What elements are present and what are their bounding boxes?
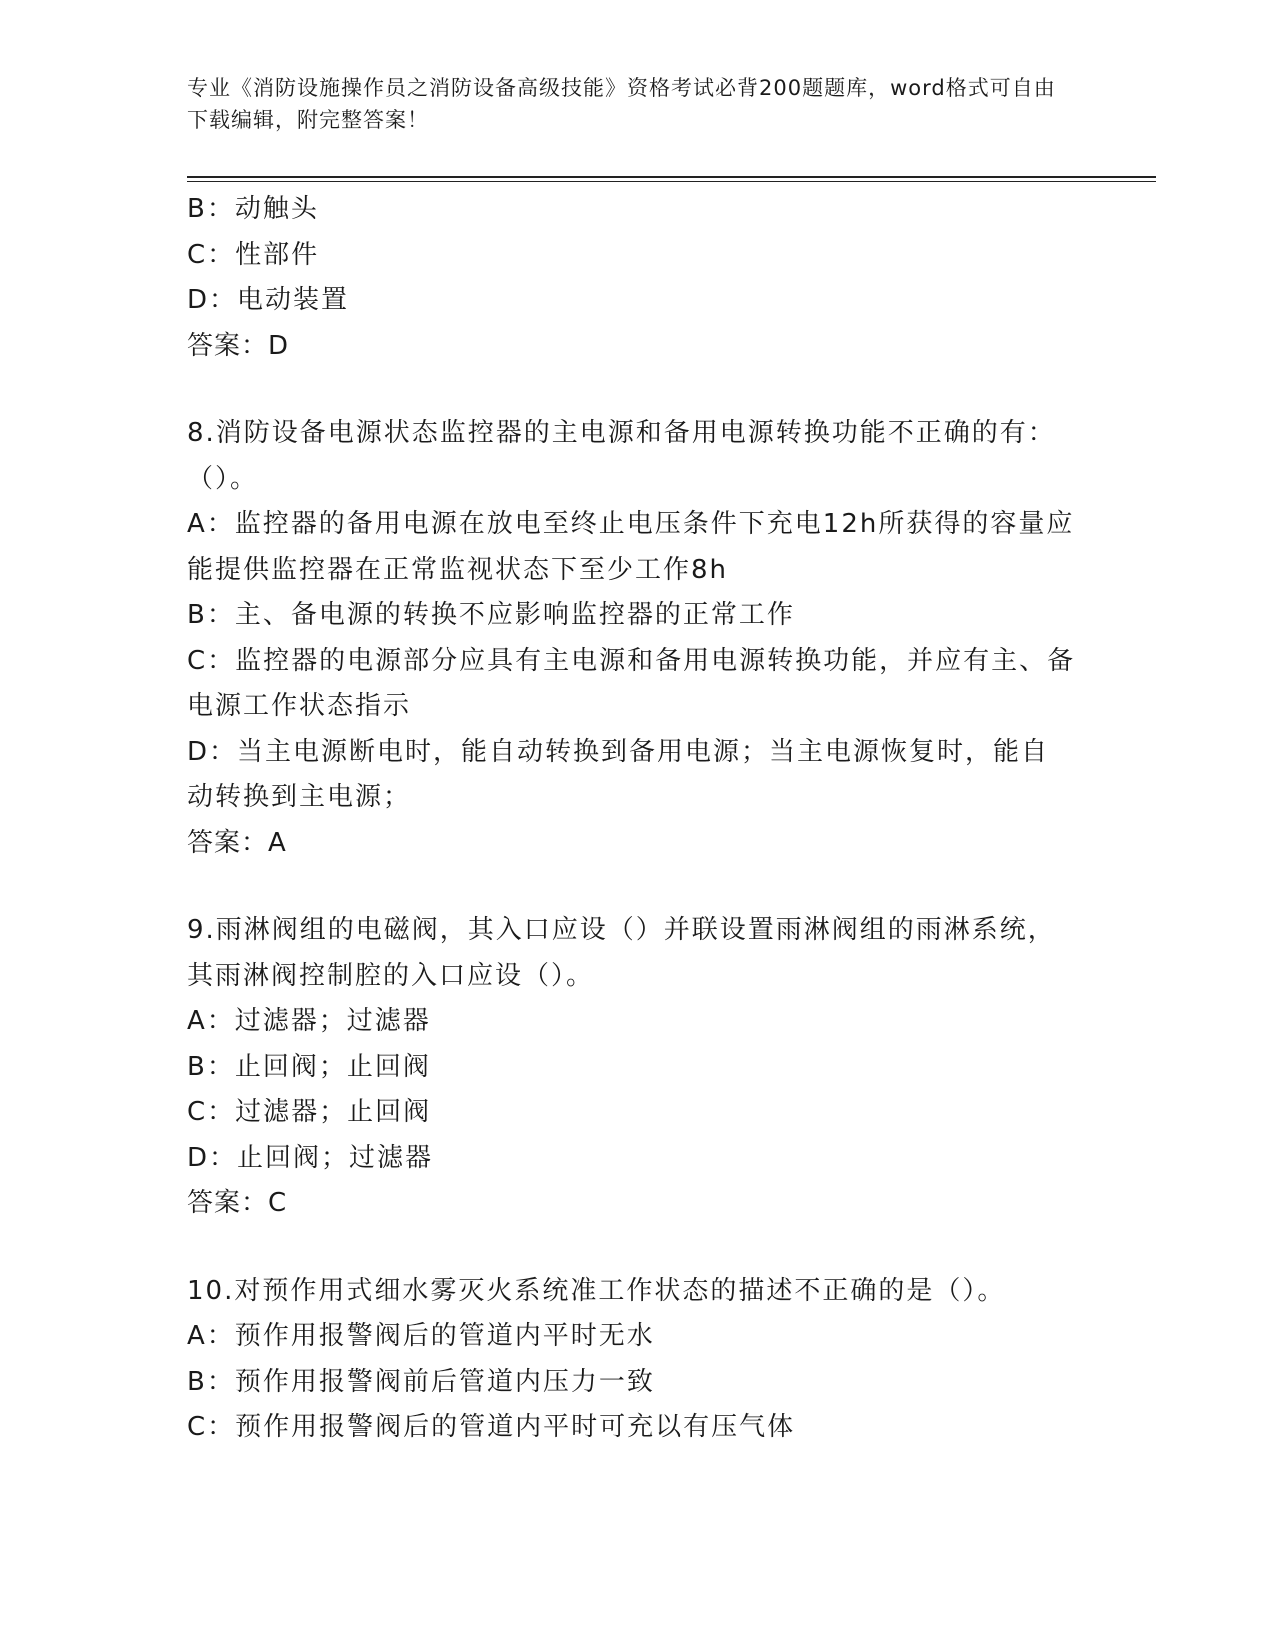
spacer xyxy=(187,1227,1077,1269)
spacer xyxy=(187,369,1077,411)
q9-option-c: C：过滤器；止回阀 xyxy=(187,1097,432,1127)
question-9 xyxy=(187,908,1077,1227)
question-7-tail xyxy=(187,187,1077,369)
q7-answer: 答案：D xyxy=(187,330,290,361)
q8-option-a: A：监控器的备用电源在放电至终止电压条件下充电12h所获得的容量应能提供监控器在正常监视状态下至少工作8h xyxy=(187,509,1075,585)
q8-option-b: B：主、备电源的转换不应影响监控器的正常工作 xyxy=(187,600,795,630)
q7-option-b: B：动触头 xyxy=(187,194,319,224)
q9-option-a: A：过滤器；过滤器 xyxy=(187,1006,431,1036)
question-10 xyxy=(187,1269,1077,1451)
q8-option-c: C：监控器的电源部分应具有主电源和备用电源转换功能，并应有主、备电源工作状态指示 xyxy=(187,645,1076,721)
q8-option-d: D：当主电源断电时，能自动转换到备用电源；当主电源恢复时，能自动转换到主电源； xyxy=(187,736,1050,812)
q9-stem: 9.雨淋阀组的电磁阀，其入口应设（）并联设置雨淋阀组的雨淋系统，其雨淋阀控制腔的入口应设（）。 xyxy=(187,915,1056,991)
header-rule-thin xyxy=(187,181,1156,182)
q9-answer: 答案：C xyxy=(187,1188,288,1218)
q10-option-b: B：预作用报警阀前后管道内压力一致 xyxy=(187,1366,655,1397)
q7-option-c: C：性部件 xyxy=(187,239,320,270)
spacer xyxy=(187,866,1077,908)
header-rule-thick xyxy=(187,176,1156,178)
q7-option-d: D：电动装置 xyxy=(187,285,350,315)
q8-answer: 答案：A xyxy=(187,827,287,858)
q9-option-b: B：止回阀；止回阀 xyxy=(187,1051,431,1082)
document-header: 专业《消防设施操作员之消防设备高级技能》资格考试必背200题题库，word格式可自由下载编辑，附完整答案！ xyxy=(187,76,1056,132)
q8-stem: 8.消防设备电源状态监控器的主电源和备用电源转换功能不正确的有：（）。 xyxy=(187,418,1056,494)
question-content xyxy=(187,187,1077,1451)
q10-option-a: A：预作用报警阀后的管道内平时无水 xyxy=(187,1321,655,1351)
q10-option-c: C：预作用报警阀后的管道内平时可充以有压气体 xyxy=(187,1412,796,1442)
question-8 xyxy=(187,411,1077,866)
q10-stem: 10.对预作用式细水雾灭火系统准工作状态的描述不正确的是（）。 xyxy=(187,1275,1006,1306)
q9-option-d: D：止回阀；过滤器 xyxy=(187,1142,434,1173)
